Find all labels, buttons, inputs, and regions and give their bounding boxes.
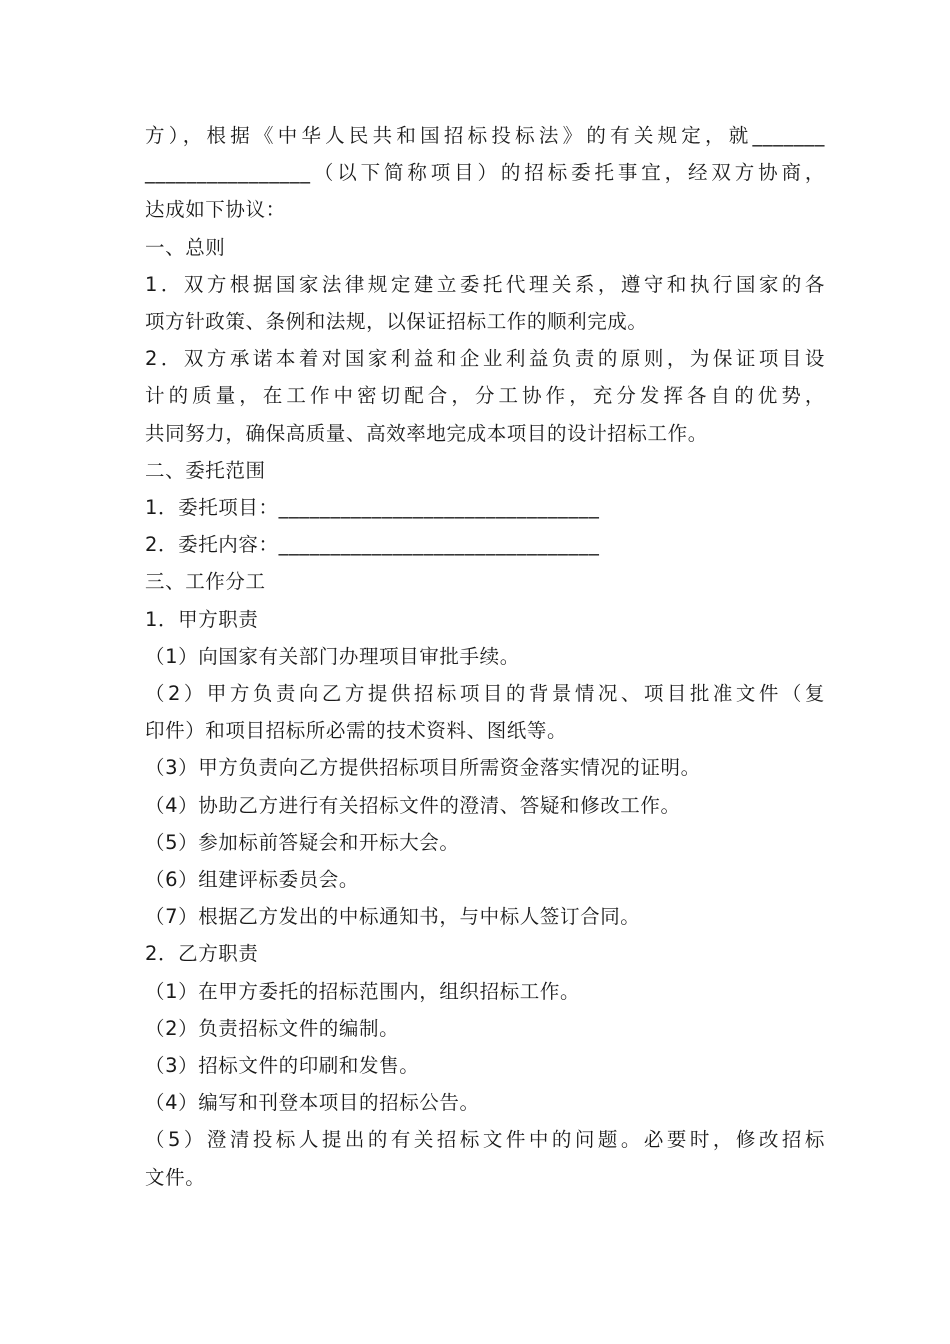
- party-b-duty-4: （4）编写和刊登本项目的招标公告。: [145, 1091, 480, 1115]
- party-a-heading: 1．甲方职责: [145, 607, 259, 631]
- party-a-duty-1: （1）向国家有关部门办理项目审批手续。: [145, 644, 520, 668]
- document-body: [145, 117, 825, 1196]
- text-line: 项方针政策、条例和法规，以保证招标工作的顺利完成。: [145, 310, 648, 334]
- text-line: 印件）和项目招标所必需的技术资料、图纸等。: [145, 719, 568, 743]
- party-a-duty-3: （3）甲方负责向乙方提供招标项目所需资金落实情况的证明。: [145, 756, 701, 780]
- intro-paragraph: [145, 117, 825, 229]
- party-b-duty-2: （2）负责招标文件的编制。: [145, 1016, 400, 1040]
- text-line: 文件。: [145, 1165, 206, 1189]
- text-line: 方），根据《中华人民共和国招标投标法》的有关规定，就_______: [145, 124, 825, 147]
- party-b-heading: 2．乙方职责: [145, 942, 259, 966]
- text-line: （5）澄清投标人提出的有关招标文件中的问题。必要时，修改招标: [145, 1128, 825, 1152]
- scope-item-content: 2．委托内容：_______________________________: [145, 533, 600, 557]
- general-item-1: [145, 266, 825, 340]
- section-heading-scope: 二、委托范围: [145, 458, 266, 482]
- party-b-duty-5: [145, 1121, 825, 1195]
- section-heading-general: 一、总则: [145, 235, 226, 259]
- party-b-duty-3: （3）招标文件的印刷和发售。: [145, 1054, 420, 1078]
- text-line: 共同努力，确保高质量、高效率地完成本项目的设计招标工作。: [145, 421, 708, 445]
- text-line: （2）甲方负责向乙方提供招标项目的背景情况、项目批准文件（复: [145, 682, 825, 706]
- party-a-duty-7: （7）根据乙方发出的中标通知书，与中标人签订合同。: [145, 905, 641, 929]
- text-line: 1．双方根据国家法律规定建立委托代理关系，遵守和执行国家的各: [145, 272, 825, 296]
- scope-item-project: 1．委托项目：_______________________________: [145, 496, 600, 520]
- text-line: 计的质量，在工作中密切配合，分工协作，充分发挥各自的优势，: [145, 384, 825, 408]
- party-b-duty-1: （1）在甲方委托的招标范围内，组织招标工作。: [145, 979, 581, 1003]
- party-a-duty-5: （5）参加标前答疑会和开标大会。: [145, 830, 460, 854]
- section-heading-division: 三、工作分工: [145, 570, 266, 594]
- text-line: ________________（以下简称项目）的招标委托事宜，经双方协商，: [145, 161, 825, 185]
- text-line: 2．双方承诺本着对国家利益和企业利益负责的原则，为保证项目设: [145, 347, 825, 371]
- text-line: 达成如下协议：: [145, 198, 286, 222]
- general-item-2: [145, 340, 825, 452]
- party-a-duty-2: [145, 675, 825, 749]
- party-a-duty-4: （4）协助乙方进行有关招标文件的澄清、答疑和修改工作。: [145, 793, 681, 817]
- party-a-duty-6: （6）组建评标委员会。: [145, 868, 360, 892]
